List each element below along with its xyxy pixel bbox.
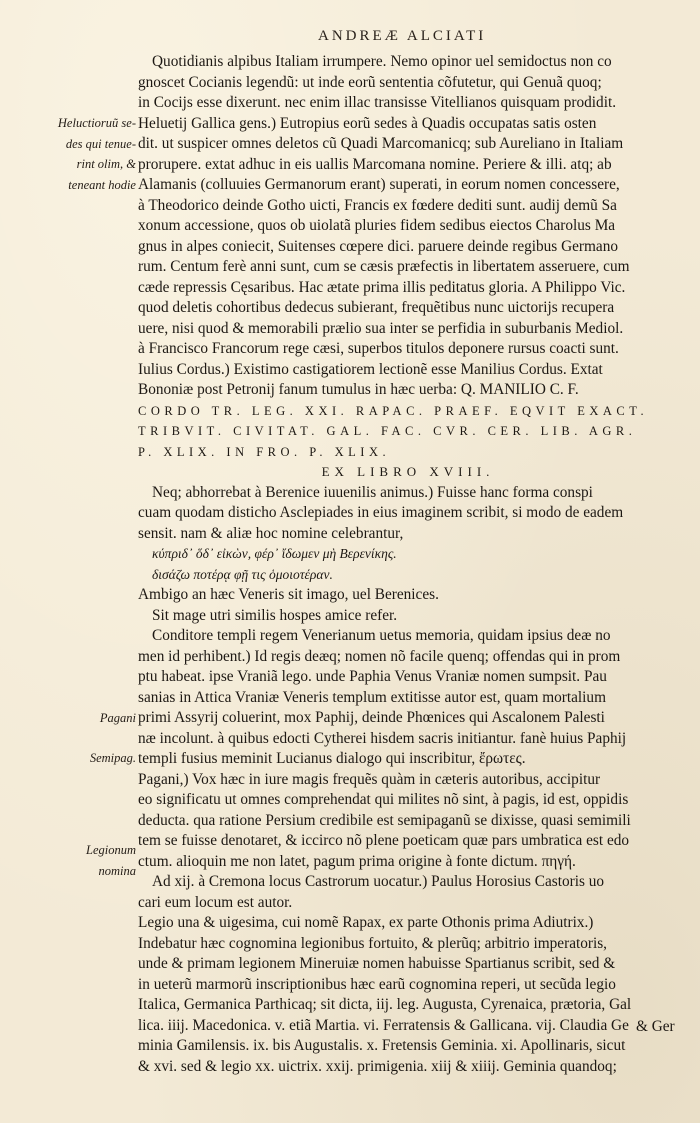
text-line: Legio una & uigesima, cui nomẽ Rapax, ex parte Othonis prima Adiutrix.) (138, 914, 594, 931)
text-line: à Francisco Francorum rege cæsi, superbos titulos deponere rursus coacti sunt. (138, 340, 619, 357)
text-line: & xvi. sed & legio xx. uictrix. xxij. primigenia. xiij & xiiij. Geminia quandoq; (138, 1057, 617, 1075)
margin-note-semipag (0, 748, 140, 769)
margin-note-line: Heluctioruũ se- (57, 116, 136, 130)
text-line: in Cocijs esse dixerunt. nec enim illac transisse Vitellianos quisquam prodidit. (138, 94, 617, 111)
text-line: Italica, Germanica Parthicaq; sit dicta, iij. leg. Augusta, Cyrenaica, prætoria, Gal (138, 996, 632, 1013)
text-line: Bononiæ post Petronij fanum tumulus in hæc uerba: Q. MANILIO C. F. (138, 381, 579, 398)
text-line: gnoscet Cocianis legendũ: ut inde eorũ sententia cõfutetur, qui Genuã quoq; (138, 73, 602, 91)
catchword: & Ger (636, 1018, 675, 1035)
margin-note-line: nomina (98, 863, 136, 878)
text-line: Pagani,) Vox hæc in iure magis frequẽs quàm in cæteris autoribus, accipitur (138, 770, 601, 788)
text-line: Iulius Cordus.) Existimo castigatiorem lectionẽ esse Manilius Cordus. Extat (138, 360, 603, 378)
text-line: Neq; abhorrebat à Berenice iuuenilis animus.) Fuisse hanc forma conspi (152, 483, 593, 501)
text-line: rum. Centum ferè anni sunt, cum se cæsis præfectis in libertatem asseruere, cum (138, 258, 630, 275)
text-line: gnus in alpes coniecit, Suitenses cœpere dici. paruere deinde regibus Germano (138, 237, 618, 255)
inscription-line: TRIBVIT. CIVITAT. GAL. FAC. CVR. CER. LIB. AGR. (138, 424, 637, 438)
text-line: Indebatur hæc cognomina legionibus fortuito, & plerũq; arbitrio imperatoris, (138, 934, 607, 952)
margin-note-line: Semipag. (89, 751, 136, 765)
text-line: templi fusius meminit Lucianus dialogo qui inscribitur, ἔρωτες. (138, 750, 526, 767)
text-line: men id perhibent.) Id regis deæq; nomen nõ facile quenq; offendas qui in prom (138, 647, 621, 665)
verse-line: Sit mage utri similis hospes amice refer. (152, 606, 398, 624)
verse-line: Ambigo an hæc Veneris sit imago, uel Berenices. (138, 586, 439, 603)
margin-note-legionum (0, 840, 140, 881)
text-line: Heluetij Gallica gens.) Eutropius eorũ sedes à Quadis occupatas satis osten (138, 114, 597, 132)
text-line: primi Assyrij coluerint, mox Paphij, deinde Phœnices qui Ascalonem Palesti (138, 709, 605, 726)
running-head: ANDREÆ ALCIATI (318, 28, 487, 44)
margin-note-pagani (0, 708, 140, 729)
margin-note-line: Legionum (86, 843, 136, 857)
inscription-line: CORDO TR. LEG. XXI. RAPAC. PRAEF. EQVIT EXACT. (138, 403, 649, 418)
text-line: sensit. nam & aliæ hoc nomine celebrantur, (138, 524, 404, 542)
text-line: quod deletis cohortibus dedecus subierant, frequẽtibus nunc uictorijs recupera (138, 299, 615, 316)
text-line: Quotidianis alpibus Italiam irrumpere. Nemo opinor uel semidoctus non co (152, 53, 612, 70)
text-line: cuam quodam disticho Asclepiades in eius imaginem scribit, si modo de eadem (138, 504, 624, 521)
text-line: in ueterũ marmorũ inscriptionibus hæc earũ cognomina reperi, ut secũda legio (138, 975, 616, 993)
text-line: minia Gamilensis. ix. bis Augustalis. x. Fretensis Geminia. xi. Apollinaris, sicut (138, 1037, 626, 1054)
margin-note-line: Pagani (99, 711, 136, 725)
text-line: næ incolunt. à quibus edocti Cytherei hisdem sacris initiantur. fanè huius Paphij (138, 729, 627, 747)
text-line: dit. ut suspicer omnes deletos cũ Quadi Marcomanicq; sub Aureliano in Italiam (138, 135, 624, 152)
text-line: cæde repressis Cęsaribus. Hac ætate prima illis peditatus gloria. A Philippo Vic. (138, 278, 626, 296)
text-line: Conditore templi regem Venerianum uetus memoria, quidam ipsius deæ no (152, 627, 611, 644)
margin-note-line: rint olim, & (76, 157, 136, 171)
text-line: Ad xij. à Cremona locus Castrorum uocatur.) Paulus Horosius Castoris uo (152, 873, 605, 890)
text-line: cari eum locum est autor. (138, 893, 293, 911)
inscription-line: P. XLIX. IN FRO. P. XLIX. (138, 444, 391, 459)
section-heading: EX LIBRO XVIII. (321, 464, 495, 479)
margin-note-line: teneant hodie (68, 177, 136, 192)
text-line: ctum. alioquin me non latet, pagum prima origine à fonte dictum. πηγή. (138, 852, 576, 870)
text-line: à Theodorico deinde Gotho uicti, Francis ex fœdere dediti sunt. audij demũ Sa (138, 196, 617, 214)
greek-verse-line: δισάζω ποτέρᾳ φῇ τις ὁμοιοτέραν. (152, 566, 333, 582)
margin-note-helvetii (0, 113, 140, 195)
text-line: xonum accessione, quos ob uiolatã pluries fidem sedibus eiectos Charolus Ma (138, 217, 616, 234)
text-line: Alamanis (colluuies Germanorum erant) superati, in eorum nomen concessere, (138, 176, 620, 193)
text-line: unde & primam legionem Mineruiæ nomen habuisse Spartianus scribit, sed & (138, 955, 616, 972)
margin-note-line: des qui tenue- (65, 136, 136, 151)
greek-verse-line: κύπριδ᾽ ὅδ᾽ εἰκὼν, φέρ᾽ ἴδωμεν μὴ Βερενίκης. (152, 546, 397, 561)
text-line: ptu habeat. ipse Vraniã lego. unde Paphia Venus Vraniæ nomen sumpsit. Pau (138, 668, 607, 685)
main-text-block (138, 52, 678, 1077)
text-line: uere, nisi quod & memorabili prælio sua inter se perfidia in suburbanis Mediol. (138, 319, 624, 337)
text-line: prorupere. extat adhuc in eis uallis Marcomana nomine. Periere & illi. atq; ab (138, 155, 612, 173)
text-line: eo significatu ut omnes comprehendat qui milites nõ sint, à pagis, id est, oppidis (138, 791, 629, 808)
text-line: lica. iiij. Macedonica. v. etiã Martia. vi. Ferratensis & Gallicana. vij. Claudia Ge (138, 1016, 629, 1034)
text-line: sanias in Attica Vraniæ Veneris templum extitisse autor est, quam mortalium (138, 688, 606, 706)
text-line: deducta. qua ratione Persium credibile est semipaganũ se dixisse, quasi semimili (138, 811, 631, 829)
text-line: tem se fuisse denotaret, & iccirco nõ plene poeticam quæ pars umbratica est edo (138, 832, 630, 849)
